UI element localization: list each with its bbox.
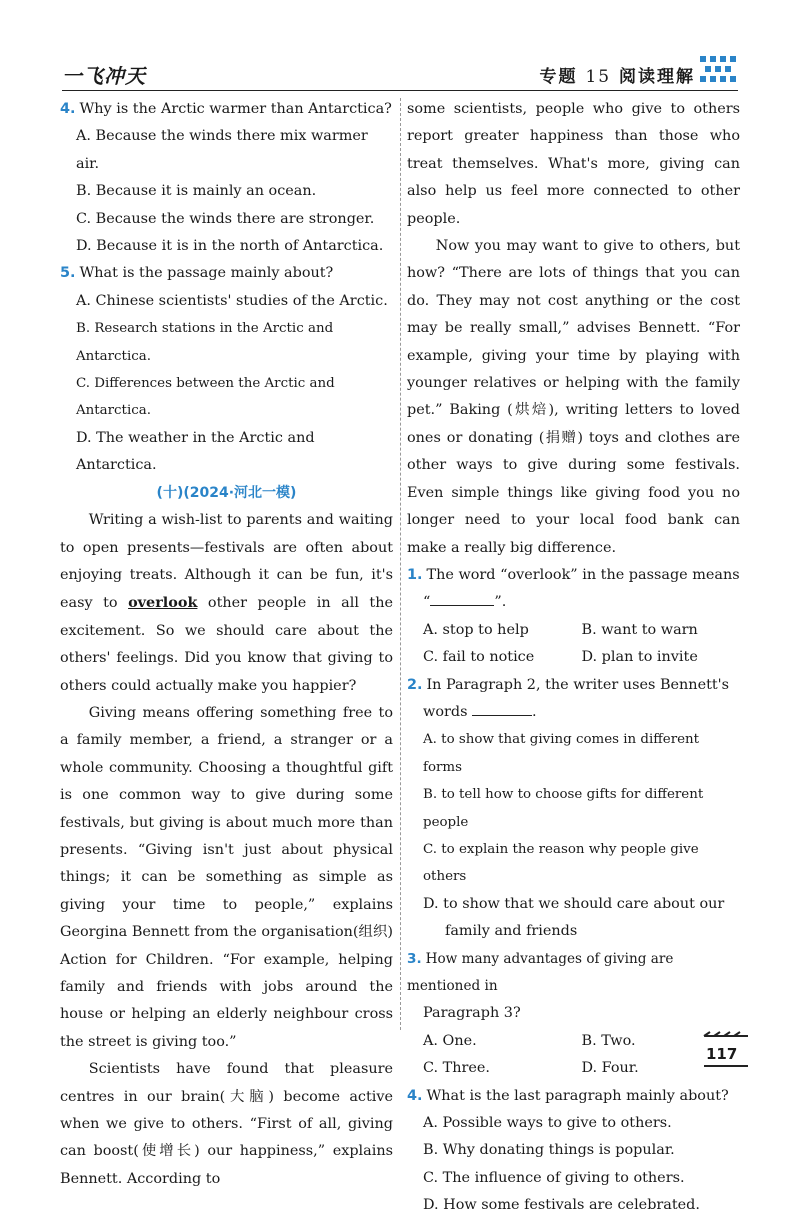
- option: A. Possible ways to give to others.: [423, 1115, 672, 1132]
- option: D. The weather in the Arctic and Antarctica.: [76, 429, 315, 474]
- option: A. One.: [423, 1032, 477, 1049]
- question-number: 2.: [407, 676, 423, 693]
- question-2: [407, 672, 740, 699]
- question-text: How many advantages of giving are mentioned in: [407, 950, 674, 994]
- option: C. Differences between the Arctic and Antarctica.: [76, 376, 335, 419]
- text: ”.: [494, 594, 507, 611]
- question-number: 4.: [407, 1087, 423, 1104]
- option: D. Four.: [581, 1060, 639, 1077]
- column-divider: [400, 98, 401, 1030]
- option: B. Because it is mainly an ocean.: [76, 183, 317, 200]
- question-3: [407, 946, 740, 1001]
- passage-paragraph-3-cont: some scientists, people who give to others report greater happiness than those who treat themselves. What's more, giving can also help us feel more connected to other people.: [407, 101, 740, 227]
- question-text-cont: Paragraph 3?: [423, 1005, 521, 1022]
- topic-prefix: 专题: [539, 67, 578, 87]
- option: A. Chinese scientists' studies of the Arctic.: [76, 292, 388, 309]
- topic-title: [540, 62, 695, 87]
- keyword-overlook: overlook: [128, 594, 198, 612]
- text: Writing a wish-list to parents and waiting to open presents—festivals are often about enjoying treats. Although it can be fun, it's easy to: [60, 512, 393, 612]
- passage-paragraph-1: [60, 507, 393, 700]
- brand-title: 一飞冲天: [62, 64, 146, 88]
- option: C. to explain the reason why people give others: [423, 841, 699, 885]
- question-1: [407, 562, 740, 589]
- option: B. Research stations in the Arctic and Antarctica.: [76, 321, 334, 364]
- option: A. stop to help: [423, 621, 529, 638]
- passage-paragraph-4: Now you may want to give to others, but how? “There are lots of things that you can do. They may not cost anything or the cost may be really small,” advises Bennett. “For example, giving your time by playing with younger relatives or helping with the family pet.” Baking (烘焙), writing letters to loved ones or donating (捐赠) toys and clothes are other ways to give during some festivals. Even simple things like giving food you no longer need to your local food bank can make a really big difference.: [407, 238, 740, 556]
- question-5-prev: [60, 260, 393, 287]
- text: words: [423, 703, 468, 720]
- option: B. Why donating things is popular.: [423, 1142, 675, 1159]
- option: C. Because the winds there are stronger.: [76, 210, 375, 227]
- option-row: [407, 1028, 740, 1055]
- option: B. to tell how to choose gifts for different people: [423, 787, 704, 830]
- question-text: Why is the Arctic warmer than Antarctica?: [79, 101, 392, 117]
- question-number: 3.: [407, 950, 422, 967]
- question-number: 4.: [60, 101, 76, 117]
- option: B. want to warn: [581, 621, 698, 638]
- passage-paragraph-3: Scientists have found that pleasure centres in our brain(大脑) become active when we give to others. “First of all, giving can boost(使增长) our happiness,” explains Bennett. According to: [60, 1061, 393, 1187]
- question-text: The word “overlook” in the passage means: [426, 566, 740, 583]
- option: D. to show that we should care about our: [423, 895, 725, 912]
- text: “: [423, 594, 431, 611]
- option: D. Because it is in the north of Antarctica.: [76, 238, 384, 255]
- question-text: What is the passage mainly about?: [79, 265, 334, 282]
- question-4-prev: [60, 96, 393, 123]
- answer-blank[interactable]: [472, 703, 532, 716]
- question-text: What is the last paragraph mainly about?: [426, 1087, 729, 1104]
- topic-name: 阅读理解: [619, 67, 695, 87]
- page-header: [0, 0, 800, 95]
- topic-number: 15: [585, 67, 612, 87]
- text: .: [532, 703, 537, 720]
- question-number: 1.: [407, 566, 423, 583]
- question-text-cont: [407, 699, 740, 726]
- header-rule: [62, 90, 738, 91]
- section-title: (十)(2024·河北一模): [156, 484, 297, 501]
- option: B. Two.: [581, 1032, 636, 1049]
- question-text: In Paragraph 2, the writer uses Bennett's: [426, 676, 729, 693]
- option: D. plan to invite: [581, 649, 698, 666]
- passage-paragraph-2: Giving means offering something free to a family member, a friend, a stranger or a whole community. Choosing a thoughtful gift is one common way to give during some festivals, but giving is about much more than presents. “Giving isn't just about physical things; it can be something as simple as giving your time to people,” explains Georgina Bennett from the organisation(组织) Action for Children. “For example, helping family and friends with jobs around the house or helping an elderly neighbour cross the street is giving too.”: [60, 704, 393, 1050]
- left-column: [60, 96, 393, 1193]
- question-4: [407, 1083, 740, 1110]
- option: C. The influence of giving to others.: [423, 1169, 685, 1186]
- option: A. Because the winds there mix warmer air.: [76, 128, 368, 172]
- text: other people in all the excitement. So we should care about the others' feelings. Did you know that giving to others could actually make you happier?: [60, 595, 393, 694]
- question-number: 5.: [60, 265, 76, 282]
- answer-blank[interactable]: [430, 593, 494, 606]
- option-row: [407, 644, 740, 671]
- answer-blank-line: [407, 589, 740, 616]
- option: D. How some festivals are celebrated.: [423, 1197, 700, 1214]
- header-decoration-icon: [698, 52, 740, 88]
- page-number: 117: [706, 1045, 738, 1063]
- right-column: [407, 96, 740, 1220]
- option: C. Three.: [423, 1060, 490, 1077]
- option-cont: family and friends: [445, 923, 578, 940]
- option-row: [407, 617, 740, 644]
- option-row: [407, 1055, 740, 1082]
- option: A. to show that giving comes in different forms: [423, 732, 700, 775]
- option: C. fail to notice: [423, 649, 535, 666]
